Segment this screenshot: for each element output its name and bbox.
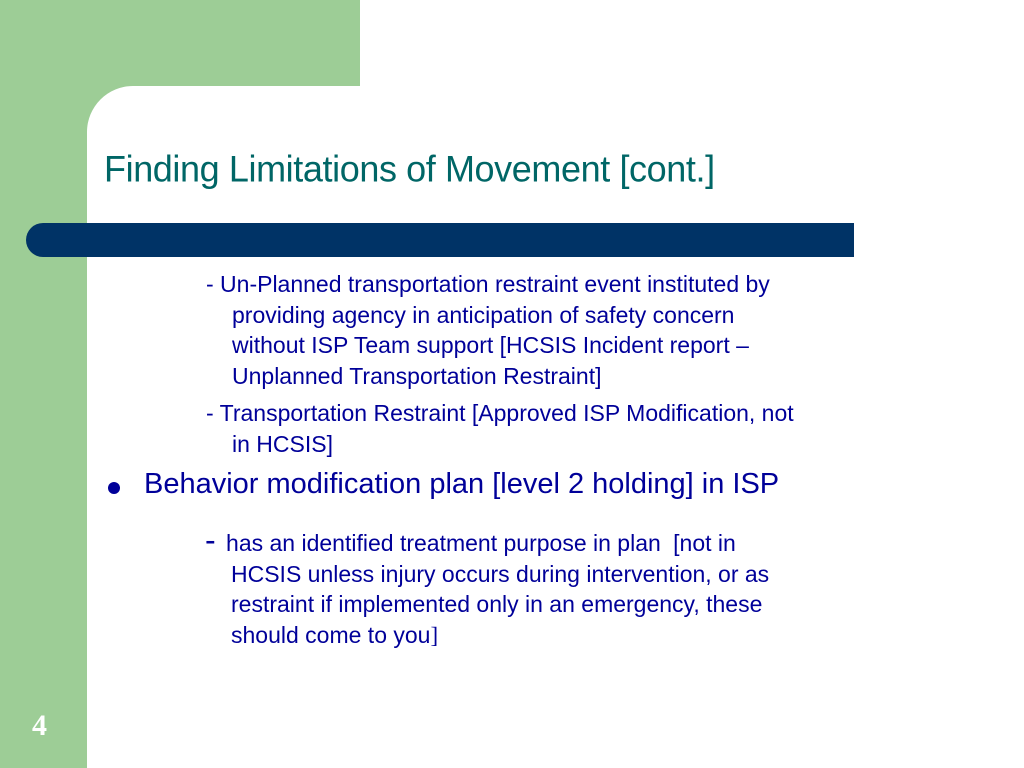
bullet-dot-icon (108, 482, 120, 494)
sub-item-line: [not in (673, 530, 736, 556)
dash-marker: - (205, 522, 216, 558)
sub-item-line: should come to you (231, 621, 431, 648)
sub-item-line: without ISP Team support [HCSIS Incident report – (232, 332, 749, 358)
sub-item-line: - Transportation Restraint [Approved ISP Modification, not (206, 400, 794, 426)
sub-item-unplanned-restraint (206, 269, 770, 391)
sub-item-line: HCSIS unless injury occurs during intervention, or as (231, 560, 770, 587)
bullet-behavior-plan: Behavior modification plan [level 2 holding] in ISP (144, 468, 780, 500)
sub-item-treatment-purpose (205, 522, 770, 651)
sub-item-line: Unplanned Transportation Restraint] (232, 362, 602, 389)
sub-item-line: restraint if implemented only in an emergency, these (231, 591, 763, 617)
sub-item-line: providing agency in anticipation of safety concern (232, 301, 735, 328)
slide-number: 4 (32, 709, 47, 742)
sub-item-line: in HCSIS] (232, 430, 333, 457)
slide-title: Finding Limitations of Movement [cont.] (104, 147, 715, 190)
closing-bracket: ] (430, 622, 439, 648)
sub-item-line: - Un-Planned transportation restraint event instituted by (206, 271, 770, 297)
sub-item-transportation-restraint (206, 398, 794, 459)
sub-item-line: has an identified treatment purpose in plan (226, 530, 661, 556)
